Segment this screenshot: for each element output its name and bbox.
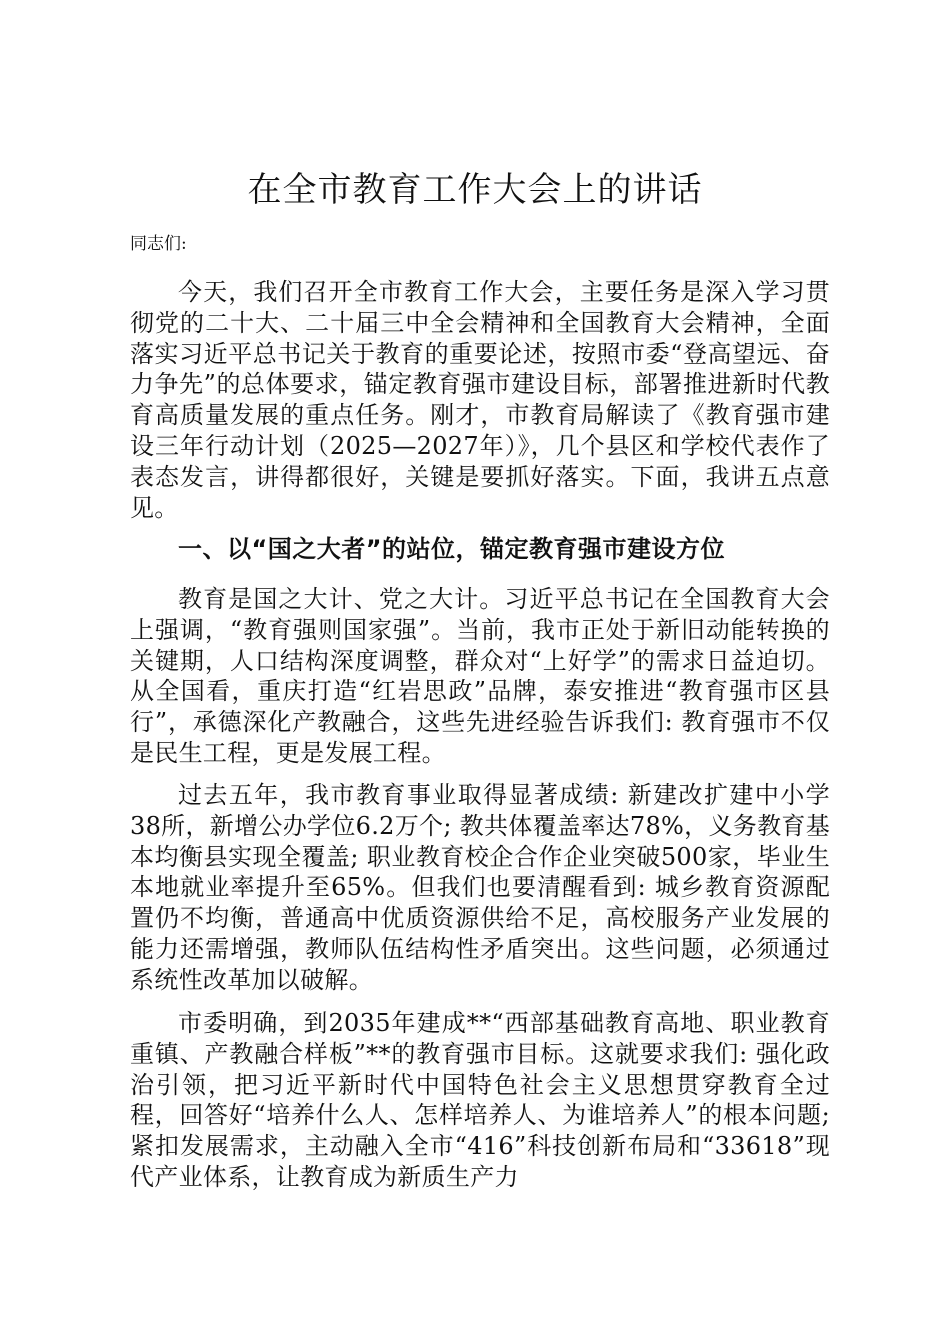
section-1-paragraph-2: 过去五年，我市教育事业取得显著成绩: 新建改扩建中小学38所，新增公办学位6.2万个; 教共体覆盖率达78%，义务教育基本均衡县实现全覆盖; 职业教育校企合作企业突破500家，毕业生本地就业率提升至65%。但我们也要清醒看到: 城乡教育资源配置仍不均衡，普通高中优质资源供给不足，高校服务产业发展的能力还需增强，教师队伍结构性矛盾突出。这些问题，必须通过系统性改革加以破解。 [130,781,830,994]
section-1-heading: 一、以“国之大者”的站位，锚定教育强市建设方位 [178,535,726,563]
intro-paragraph: 今天，我们召开全市教育工作大会，主要任务是深入学习贯彻党的二十大、二十届三中全会精神和全国教育大会精神，全面落实习近平总书记关于教育的重要论述，按照市委“登高望远、奋力争先”的总体要求，锚定教育强市建设目标，部署推进新时代教育高质量发展的重点任务。刚才，市教育局解读了《教育强市建设三年行动计划（2025—2027年）》，几个县区和学校代表作了表态发言，讲得都很好，关键是要抓好落实。下面，我讲五点意见。 [130,278,830,522]
section-1-paragraph-1: 教育是国之大计、党之大计。习近平总书记在全国教育大会上强调，“教育强则国家强”。当前，我市正处于新旧动能转换的关键期，人口结构深度调整，群众对“上好学”的需求日益迫切。从全国看，重庆打造“红岩思政”品牌，泰安推进“教育强市区县行”，承德深化产教融合，这些先进经验告诉我们: 教育强市不仅是民生工程，更是发展工程。 [130,585,830,767]
section-1-paragraph-3: 市委明确，到2035年建成**“西部基础教育高地、职业教育重镇、产教融合样板”**的教育强市目标。这就要求我们: 强化政治引领，把习近平新时代中国特色社会主义思想贯穿教育全过程，回答好“培养什么人、怎样培养人、为谁培养人”的根本问题; 紧扣发展需求，主动融入全市“416”科技创新布局和“33618”现代产业体系，让教育成为新质生产力 [130,1009,830,1191]
salutation: 同志们: [130,234,187,254]
document-title: 在全市教育工作大会上的讲话 [247,170,703,210]
